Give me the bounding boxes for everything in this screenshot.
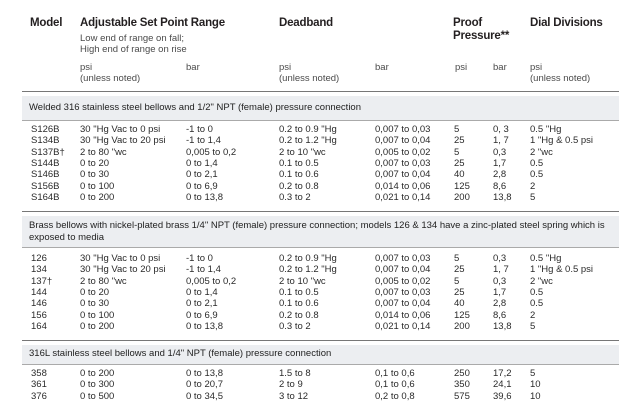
range-note-rise: High end of range on rise: [80, 44, 187, 55]
model-cell: 164: [31, 320, 47, 332]
proof-psi-cell: 5: [454, 275, 460, 287]
table-row: [0, 322, 620, 332]
range-psi-cell: 30 "Hg Vac to 20 psi: [80, 264, 166, 276]
deadband-psi-cell: 0.3 to 2: [279, 191, 311, 203]
proof-psi-cell: 5: [454, 253, 460, 264]
dial-divisions-cell: 2 "wc: [530, 275, 553, 287]
range-psi-cell: 0 to 300: [80, 379, 115, 391]
range-psi-cell: 0 to 200: [80, 368, 115, 379]
table-row: [0, 170, 620, 180]
proof-bar-cell: 0, 3: [493, 124, 509, 135]
deadband-bar-unit: bar: [375, 62, 389, 73]
dial-divisions-cell: 10: [530, 390, 541, 402]
deadband-psi-cell: 3 to 12: [279, 390, 309, 402]
model-cell: S156B: [31, 180, 60, 192]
dial-divisions-cell: 0.5: [530, 157, 544, 169]
range-bar-cell: 0 to 13,8: [186, 191, 223, 203]
range-bar-cell: 0,005 to 0,2: [186, 146, 237, 158]
deadband-psi-unit: psi: [279, 62, 292, 73]
range-bar-cell: -1 to 0: [186, 253, 213, 264]
range-psi-cell: 0 to 500: [80, 390, 115, 402]
table-row: [0, 254, 620, 264]
range-psi-cell: 0 to 200: [80, 191, 115, 203]
range-bar-cell: 0 to 13,8: [186, 320, 223, 332]
proof-bar-cell: 2,8: [493, 169, 507, 181]
dial-divisions-cell: 10: [530, 379, 541, 391]
deadband-psi-cell: 2 to 10 "wc: [279, 146, 326, 158]
proof-psi-cell: 350: [454, 379, 470, 391]
section-divider: [22, 120, 619, 121]
dial-divisions-cell: 2 "wc: [530, 146, 553, 158]
table-row: [0, 159, 620, 169]
dial-divisions-cell: 0.5 "Hg: [530, 253, 562, 264]
deadband-psi-cell: 0.2 to 0.8: [279, 180, 319, 192]
range-psi-cell: 30 "Hg Vac to 0 psi: [80, 253, 161, 264]
model-cell: 146: [31, 298, 47, 310]
model-cell: 126: [31, 253, 47, 264]
deadband-psi-cell: 0.1 to 0.6: [279, 169, 319, 181]
range-psi-cell: 0 to 30: [80, 298, 110, 310]
model-cell: 376: [31, 390, 47, 402]
section-divider: [22, 247, 619, 248]
dial-divisions-cell: 0.5: [530, 169, 544, 181]
proof-psi-cell: 25: [454, 264, 465, 276]
deadband-bar-cell: 0,021 to 0,14: [375, 320, 431, 332]
range-bar-cell: -1 to 1,4: [186, 135, 221, 147]
deadband-bar-cell: 0,007 to 0,03: [375, 157, 431, 169]
deadband-psi-cell: 0.2 to 0.8: [279, 309, 319, 321]
deadband-psi-cell: 0.2 to 0.9 "Hg: [279, 124, 337, 135]
proof-pressure-header-line1: Proof: [453, 17, 483, 29]
deadband-bar-cell: 0,014 to 0,06: [375, 309, 431, 321]
deadband-bar-cell: 0,1 to 0,6: [375, 368, 415, 379]
proof-bar-cell: 0,3: [493, 253, 507, 264]
range-psi-cell: 0 to 100: [80, 180, 115, 192]
range-bar-cell: 0 to 1,4: [186, 286, 218, 298]
range-bar-cell: 0 to 6,9: [186, 309, 218, 321]
set-point-range-header: Adjustable Set Point Range: [80, 17, 225, 29]
deadband-bar-cell: 0,014 to 0,06: [375, 180, 431, 192]
proof-psi-cell: 125: [454, 180, 470, 192]
section-title: Welded 316 stainless steel bellows and 1/2" NPT (female) pressure connection: [29, 102, 362, 113]
proof-bar-cell: 13,8: [493, 191, 512, 203]
range-bar-cell: 0 to 34,5: [186, 390, 223, 402]
table-row: [0, 193, 620, 203]
deadband-bar-cell: 0,007 to 0,04: [375, 135, 431, 147]
model-cell: 137†: [31, 275, 53, 287]
table-row: [0, 265, 620, 275]
proof-psi-cell: 200: [454, 191, 470, 203]
section-title: 316L stainless steel bellows and 1/4" NPT (female) pressure connection: [29, 348, 332, 359]
range-bar-cell: 0 to 6,9: [186, 180, 218, 192]
deadband-bar-cell: 0,007 to 0,03: [375, 286, 431, 298]
proof-psi-cell: 5: [454, 146, 460, 158]
range-bar-cell: 0 to 20,7: [186, 379, 223, 391]
dial-divisions-cell: 2: [530, 180, 536, 192]
deadband-bar-cell: 0,005 to 0,02: [375, 146, 431, 158]
range-psi-cell: 0 to 30: [80, 169, 110, 181]
deadband-bar-cell: 0,2 to 0,8: [375, 390, 415, 402]
model-header: Model: [30, 17, 63, 29]
table-row: [0, 311, 620, 321]
table-row: [0, 182, 620, 192]
proof-psi-cell: 575: [454, 390, 470, 402]
proof-psi-cell: 25: [454, 157, 465, 169]
deadband-bar-cell: 0,007 to 0,03: [375, 124, 431, 135]
proof-bar-cell: 1, 7: [493, 264, 509, 276]
proof-psi-cell: 5: [454, 124, 460, 135]
dial-divisions-cell: 1 "Hg & 0.5 psi: [530, 264, 594, 276]
dial-divisions-cell: 5: [530, 320, 536, 332]
deadband-psi-cell: 2 to 10 "wc: [279, 275, 326, 287]
proof-bar-cell: 8,6: [493, 180, 507, 192]
model-cell: 144: [31, 286, 47, 298]
model-cell: 361: [31, 379, 47, 391]
model-cell: S134B: [31, 135, 60, 147]
table-row: [0, 288, 620, 298]
table-row: [0, 148, 620, 158]
deadband-psi-cell: 0.2 to 1.2 "Hg: [279, 135, 337, 147]
range-note-fall: Low end of range on fall;: [80, 33, 185, 44]
range-bar-cell: 0 to 13,8: [186, 368, 223, 379]
model-cell: S144B: [31, 157, 60, 169]
range-bar-cell: -1 to 1,4: [186, 264, 221, 276]
range-bar-cell: 0 to 1,4: [186, 157, 218, 169]
proof-bar-cell: 2,8: [493, 298, 507, 310]
header-divider: [22, 91, 619, 92]
dial-divisions-cell: 2: [530, 309, 536, 321]
proof-bar-cell: 1, 7: [493, 135, 509, 147]
deadband-psi-cell: 0.1 to 0.5: [279, 286, 319, 298]
deadband-bar-cell: 0,1 to 0,6: [375, 379, 415, 391]
dial-divisions-cell: 0.5: [530, 298, 544, 310]
range-psi-cell: 0 to 20: [80, 157, 110, 169]
proof-bar-cell: 24,1: [493, 379, 512, 391]
range-bar-cell: -1 to 0: [186, 124, 213, 135]
deadband-bar-cell: 0,007 to 0,04: [375, 169, 431, 181]
deadband-psi-cell: 2 to 9: [279, 379, 303, 391]
table-row: [0, 136, 620, 146]
section-separator: [22, 340, 619, 341]
range-bar-cell: 0 to 2,1: [186, 169, 218, 181]
dial-divisions-cell: 5: [530, 191, 536, 203]
range-psi-unit: psi: [80, 62, 93, 73]
proof-psi-cell: 250: [454, 368, 470, 379]
model-cell: 156: [31, 309, 47, 321]
range-psi-cell: 0 to 20: [80, 286, 110, 298]
model-cell: 134: [31, 264, 47, 276]
deadband-bar-cell: 0,005 to 0,02: [375, 275, 431, 287]
proof-bar-cell: 13,8: [493, 320, 512, 332]
table-row: [0, 299, 620, 309]
proof-psi-cell: 40: [454, 169, 465, 181]
table-row: [0, 380, 620, 390]
section-separator: [22, 211, 619, 212]
proof-pressure-header-line2: Pressure**: [453, 30, 510, 42]
deadband-psi-cell: 1.5 to 8: [279, 368, 311, 379]
deadband-psi-note: (unless noted): [279, 73, 340, 84]
proof-bar-unit: bar: [493, 62, 507, 73]
section-title: Brass bellows with nickel-plated brass 1/4" NPT (female) pressure connection; models 126 & 134 have a zinc-plated steel spring which is exposed to media: [29, 220, 605, 243]
range-bar-cell: 0 to 2,1: [186, 298, 218, 310]
dial-psi-note: (unless noted): [530, 73, 591, 84]
deadband-bar-cell: 0,007 to 0,04: [375, 264, 431, 276]
range-bar-cell: 0,005 to 0,2: [186, 275, 237, 287]
table-row: [0, 392, 620, 402]
proof-bar-cell: 0,3: [493, 146, 507, 158]
proof-bar-cell: 8,6: [493, 309, 507, 321]
deadband-bar-cell: 0,007 to 0,04: [375, 298, 431, 310]
deadband-psi-cell: 0.2 to 1.2 "Hg: [279, 264, 337, 276]
range-psi-cell: 0 to 100: [80, 309, 115, 321]
model-cell: 358: [31, 368, 47, 379]
range-bar-unit: bar: [186, 62, 200, 73]
deadband-psi-cell: 0.1 to 0.5: [279, 157, 319, 169]
range-psi-note: (unless noted): [80, 73, 141, 84]
proof-bar-cell: 1,7: [493, 286, 507, 298]
dial-divisions-cell: 0.5 "Hg: [530, 124, 562, 135]
range-psi-cell: 2 to 80 "wc: [80, 275, 127, 287]
proof-bar-cell: 17,2: [493, 368, 512, 379]
range-psi-cell: 30 "Hg Vac to 20 psi: [80, 135, 166, 147]
model-cell: S126B: [31, 124, 60, 135]
dial-divisions-cell: 0.5: [530, 286, 544, 298]
dial-divisions-cell: 5: [530, 368, 536, 379]
range-psi-cell: 2 to 80 "wc: [80, 146, 127, 158]
proof-psi-cell: 25: [454, 135, 465, 147]
table-row: [0, 125, 620, 135]
table-row: [0, 369, 620, 379]
model-cell: S137B†: [31, 146, 65, 158]
dial-divisions-header: Dial Divisions: [530, 17, 603, 29]
section-divider: [22, 364, 619, 365]
dial-psi-unit: psi: [530, 62, 543, 73]
range-psi-cell: 0 to 200: [80, 320, 115, 332]
deadband-psi-cell: 0.1 to 0.6: [279, 298, 319, 310]
proof-bar-cell: 0,3: [493, 275, 507, 287]
proof-psi-cell: 25: [454, 286, 465, 298]
proof-psi-unit: psi: [455, 62, 468, 73]
deadband-psi-cell: 0.3 to 2: [279, 320, 311, 332]
proof-psi-cell: 200: [454, 320, 470, 332]
deadband-bar-cell: 0,007 to 0,03: [375, 253, 431, 264]
deadband-bar-cell: 0,021 to 0,14: [375, 191, 431, 203]
model-cell: S164B: [31, 191, 60, 203]
dial-divisions-cell: 1 "Hg & 0.5 psi: [530, 135, 594, 147]
table-row: [0, 277, 620, 287]
deadband-psi-cell: 0.2 to 0.9 "Hg: [279, 253, 337, 264]
proof-bar-cell: 39,6: [493, 390, 512, 402]
model-cell: S146B: [31, 169, 60, 181]
proof-bar-cell: 1,7: [493, 157, 507, 169]
proof-psi-cell: 40: [454, 298, 465, 310]
deadband-header: Deadband: [279, 17, 333, 29]
range-psi-cell: 30 "Hg Vac to 0 psi: [80, 124, 161, 135]
proof-psi-cell: 125: [454, 309, 470, 321]
